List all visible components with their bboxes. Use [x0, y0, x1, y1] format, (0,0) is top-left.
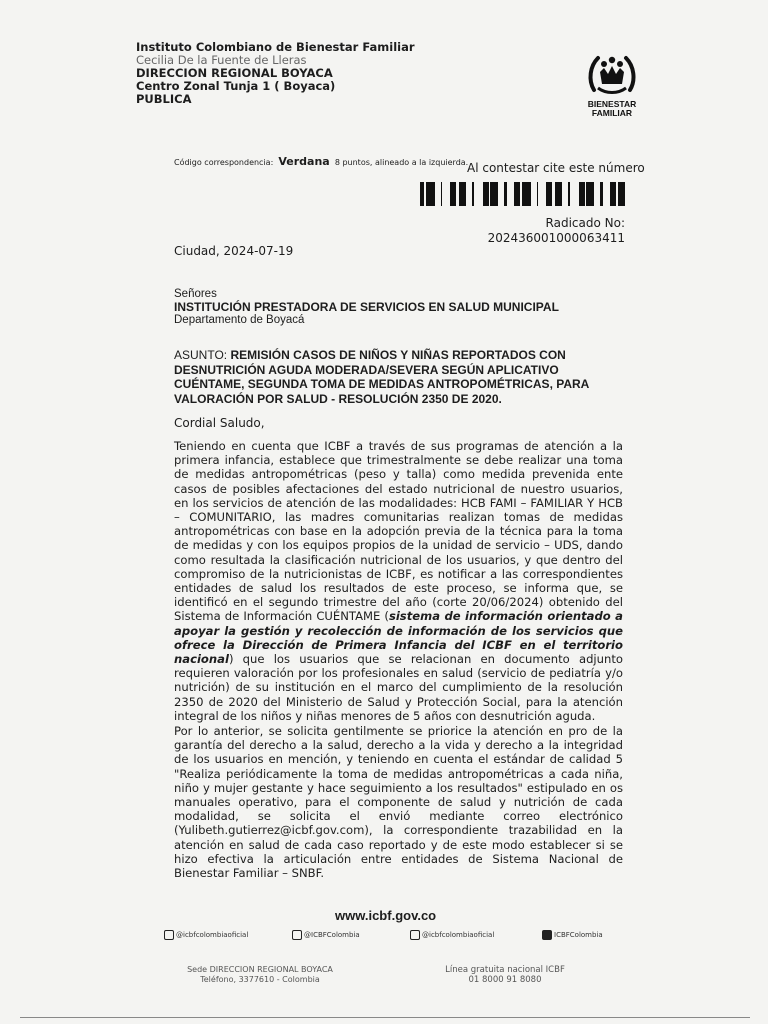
date-line: Ciudad, 2024-07-19: [174, 244, 294, 258]
social-facebook[interactable]: ICBFColombia: [542, 930, 603, 940]
website-link[interactable]: www.icbf.gov.co: [335, 908, 437, 923]
instagram-icon: [164, 930, 174, 940]
paragraph1-part2: ) que los usuarios que se relacionan en documento adjunto requieren valoración por los profesionales en salud (servicio de pediatría y/o nutrición) de su institución en el marco del cumplimiento de la resolución 2350 de 2020 del Ministerio de Salud y Protección Social, para la atención integral de los niños y niñas menores de 5 años con desnutrición aguda.: [174, 652, 623, 723]
greeting: Cordial Saludo,: [174, 416, 265, 430]
zonal-name: Centro Zonal Tunja 1 ( Boyaca): [136, 79, 336, 93]
office-line-2: Teléfono, 3377610 - Colombia: [200, 975, 320, 984]
correspondence-code: [174, 150, 468, 169]
instagram-icon: [410, 930, 420, 940]
radicado-number: 202436001000063411: [487, 231, 625, 245]
facebook-icon: [542, 930, 552, 940]
x-icon: [292, 930, 302, 940]
body-paragraph-1: [174, 439, 623, 723]
recipient-name: INSTITUCIÓN PRESTADORA DE SERVICIOS EN SALUD MUNICIPAL: [174, 300, 559, 314]
hotline-number: 01 8000 91 8080: [468, 975, 542, 985]
radicado-label: Radicado No:: [545, 216, 625, 230]
body-paragraph-2: Por lo anterior, se solicita gentilmente se priorice la atención en pro de la garantía del derecho a la salud, derecho a la vida y derecho a la integridad de los usuarios en mención, y teniendo en cuenta el estándar de calidad 5 "Realiza periódicamente la toma de medidas antropométricas a cada niña, niño y mujer gestante y hace seguimiento a los resultados" estipulado en os manuales operativo, para el componente de salud y nutrición de cada modalidad, se solicita el envió mediante correo electrónico (Yulibeth.gutierrez@icbf.gov.com), la correspondiente trazabilidad en la atención en salud de cada caso reportado y de este modo establecer si se hizo efectiva la articulación entre entidades de Sistema Nacional de Bienestar Familiar – SNBF.: [174, 724, 623, 881]
regional-name: DIRECCION REGIONAL BOYACA: [136, 66, 333, 80]
recipient-salutation: Señores: [174, 288, 217, 300]
office-line-1: Sede DIRECCION REGIONAL BOYACA: [187, 965, 333, 974]
correspondence-note: 8 puntos, alineado a la izquierda.: [334, 158, 469, 167]
social-x[interactable]: @ICBFColombia: [292, 930, 360, 940]
institution-subtitle: Cecilia De la Fuente de Lleras: [136, 53, 307, 67]
correspondence-label: Código correspondencia:: [174, 158, 274, 167]
recipient-department: Departamento de Boyacá: [174, 314, 305, 326]
social-instagram-2[interactable]: @icbfcolombiaoficial: [410, 930, 494, 940]
family-logo-icon: [584, 50, 640, 96]
office-info: [180, 965, 340, 985]
subject-text: REMISIÓN CASOS DE NIÑOS Y NIÑAS REPORTADOS CON DESNUTRICIÓN AGUDA MODERADA/SEVERA SEGÚN APLICATIVO CUÉNTAME, SEGUNDA TOMA DE MEDIDAS ANTROPOMÉTRICAS, PARA VALORACIÓN POR SALUD - RESOLUCIÓN 2350 DE 2020.: [174, 348, 589, 406]
barcode-graphic: [420, 182, 625, 206]
classification-label: PUBLICA: [136, 92, 192, 106]
icbf-logo: [584, 50, 640, 116]
bottom-divider: [20, 1017, 750, 1018]
subject-block: [174, 348, 614, 406]
paragraph1-part1: Teniendo en cuenta que ICBF a través de sus programas de atención a la primera infancia, establece que trimestralmente se debe realizar una toma de medidas antropométricas (peso y talla) como medida prevenida ente casos de posibles afectaciones del estado nutricional de nuestro usuarios, en los servicios de atención de las modalidades: HCB FAMI – FAMILIAR Y HCB – COMUNITARIO, las madres comunitarias realizan tomas de medidas antropométricas con base en la adopción previa de la técnica para la toma de medidas y con los equipos propios de la unidad de servicio – UDS, dando como resultada la clasificación nutricional de los usuarios, y que dentro del compromiso de la nutricionistas de ICBF, es notificar a las correspondientes entidades de salud los resultados de este proceso, se informa que, se identificó en el segundo trimestre del año (corte 20/06/2024) obtenido del Sistema de Información CUÉNTAME (: [174, 439, 623, 624]
social-instagram-1[interactable]: @icbfcolombiaoficial: [164, 930, 248, 940]
radicado-block: [440, 216, 625, 246]
paragraph1-emphasis: sistema de información orientado a apoyar la gestión y recolección de información de los servicios que ofrece la Dirección de Primera Infancia del ICBF en el territorio nacional: [174, 609, 623, 667]
correspondence-font: Verdana: [278, 155, 330, 168]
recipient-block: [174, 288, 559, 327]
logo-text-bienestar: BIENESTAR: [587, 99, 637, 109]
logo-text-familiar: FAMILIAR: [591, 108, 633, 118]
barcode: [420, 182, 625, 206]
institution-name: Instituto Colombiano de Bienestar Familiar: [136, 40, 415, 54]
hotline-info: [430, 965, 580, 985]
hotline-label: Línea gratuita nacional ICBF: [445, 965, 565, 975]
subject-label: ASUNTO:: [174, 348, 228, 362]
cite-instruction: Al contestar cite este número: [467, 161, 645, 175]
